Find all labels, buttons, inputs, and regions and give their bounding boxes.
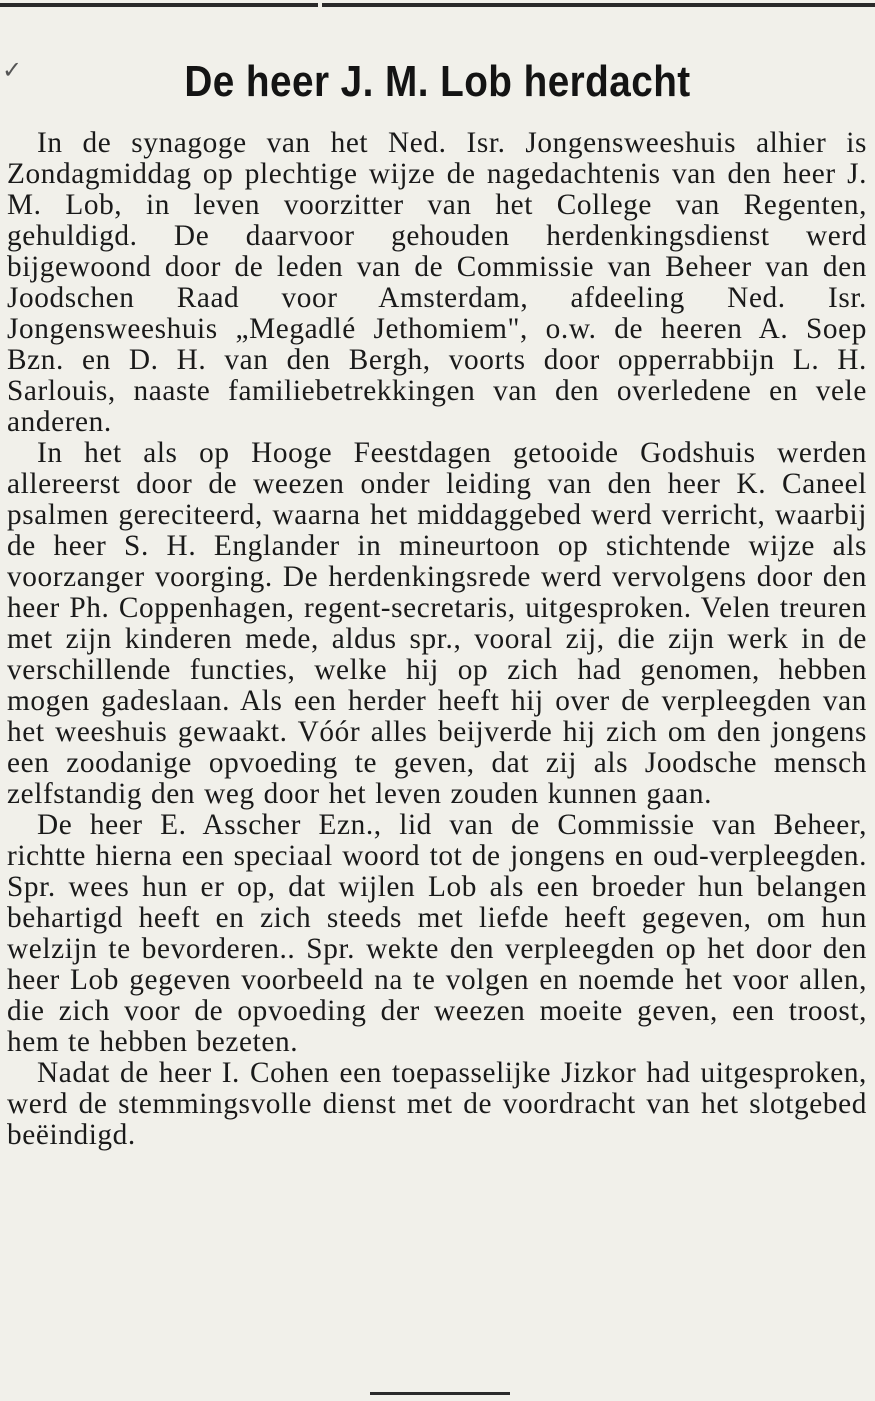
article-headline: De heer J. M. Lob herdacht [184,57,691,106]
article-paragraph-2: In het als op Hooge Feestdagen getooide Godshuis werden allereerst door de weezen onder leiding van den heer K. Caneel psalmen gereciteerd, waarna het middaggebed werd verricht, waarbij de heer S. H. Englander in mineurtoon op stichtende wijze als voorzanger voorging. De herdenkingsrede werd vervolgens door den heer Ph. Coppenhagen, regent-secretaris, uitgesproken. Velen treuren met zijn kinderen mede, aldus spr., vooral zij, die zijn werk in de verschillende functies, welke hij op zich had genomen, hebben mogen gadeslaan. Als een herder heeft hij over de verpleegden van het weeshuis gewaakt. Vóór alles beijverde hij zich om den jongens een zoodanige opvoeding te geven, dat zij als Joodsche mensch zelfstandig den weg door het leven zouden kunnen gaan. [7,437,867,810]
top-rule-left [0,3,318,7]
article-paragraph-1: In de synagoge van het Ned. Isr. Jongensweeshuis alhier is Zondagmiddag op plechtige wijze de nagedachtenis van den heer J. M. Lob, in leven voorzitter van het College van Regenten, gehuldigd. De daarvoor gehouden herdenkingsdienst werd bijgewoond door de leden van de Commissie van Beheer van den Joodschen Raad voor Amsterdam, afdeeling Ned. Isr. Jongensweeshuis „Megadlé Jethomiem", o.w. de heeren A. Soep Bzn. en D. H. van den Bergh, voorts door opperrabbijn L. H. Sarlouis, naaste familiebetrekkingen van den overledene en vele anderen. [7,127,867,438]
bottom-rule [370,1392,510,1395]
top-rule-right [322,3,875,7]
article-paragraph-3: De heer E. Asscher Ezn., lid van de Commissie van Beheer, richtte hierna een speciaal woord tot de jongens en oud-verpleegden. Spr. wees hun er op, dat wijlen Lob als een broeder hun belangen behartigd heeft en zich steeds met liefde heeft gegeven, om hun welzijn te bevorderen.. Spr. wekte den verpleegden op het door den heer Lob gegeven voorbeeld na te volgen en noemde het voor allen, die zich voor de opvoeding der weezen moeite geven, een troost, hem te hebben bezeten. [7,809,867,1058]
check-mark-icon: ✓ [2,56,23,84]
article-body [7,128,867,1151]
article-paragraph-4: Nadat de heer I. Cohen een toepasselijke Jizkor had uitgesproken, werd de stemmingsvolle dienst met de voordracht van het slotgebed beëindigd. [7,1057,867,1151]
